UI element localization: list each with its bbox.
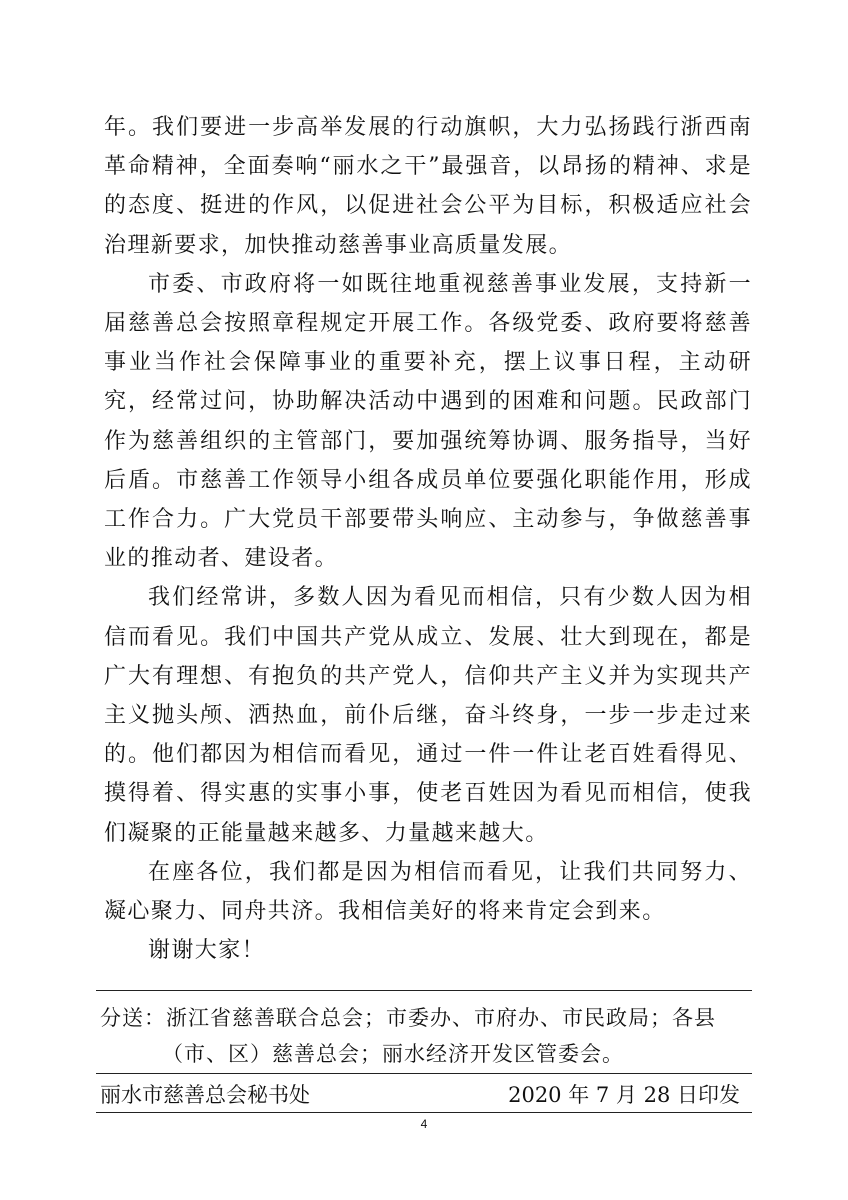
footer-bottom-rule (96, 1112, 752, 1113)
paragraph-closing-appeal: 在座各位，我们都是因为相信而看见，让我们共同努力、凝心聚力、同舟共济。我相信美好的将来肯定会到来。 (104, 859, 752, 925)
footer-top-rule (96, 990, 752, 991)
issue-date: 2020 年 7 月 28 日印发 (508, 1083, 740, 1107)
issuer-name: 丽水市慈善总会秘书处 (100, 1083, 310, 1107)
distribution-list (100, 1000, 752, 1072)
paragraph-thanks: 谢谢大家！ (148, 938, 266, 964)
paragraph-continuation: 年。我们要进一步高举发展的行动旗帜，大力弘扬践行浙西南革命精神，全面奏响“丽水之干”最强音，以昂扬的精神、求是的态度、挺进的作风，以促进社会公平为目标，积极适应社会治理新要求，加快推动慈善事业高质量发展。 (104, 115, 752, 258)
distribution-line-1: 分送：浙江省慈善联合总会；市委办、市府办、市民政局；各县 (100, 1006, 716, 1030)
distribution-line-2: （市、区）慈善总会；丽水经济开发区管委会。 (162, 1042, 624, 1066)
speech-body (104, 108, 752, 970)
paragraph-believing-seeing: 我们经常讲，多数人因为看见而相信，只有少数人因为相信而看见。我们中国共产党从成立、发展、壮大到现在，都是广大有理想、有抱负的共产党人，信仰共产主义并为实现共产主义抛头颅、洒热血，前仆后继，奋斗终身，一步一步走过来的。他们都因为相信而看见，通过一件一件让老百姓看得见、摸得着、得实惠的实事小事，使老百姓因为看见而相信，使我们凝聚的正能量越来越多、力量越来越大。 (104, 585, 752, 846)
paragraph-government-support: 市委、市政府将一如既往地重视慈善事业发展，支持新一届慈善总会按照章程规定开展工作。各级党委、政府要将慈善事业当作社会保障事业的重要补充，摆上议事日程，主动研究，经常过问，协助解决活动中遇到的困难和问题。民政部门作为慈善组织的主管部门，要加强统筹协调、服务指导，当好后盾。市慈善工作领导小组各成员单位要强化职能作用，形成工作合力。广大党员干部要带头响应、主动参与，争做慈善事业的推动者、建设者。 (104, 271, 752, 572)
issuer-row (100, 1077, 740, 1113)
page-number: 4 (420, 1117, 428, 1131)
footer-middle-rule (96, 1073, 752, 1074)
